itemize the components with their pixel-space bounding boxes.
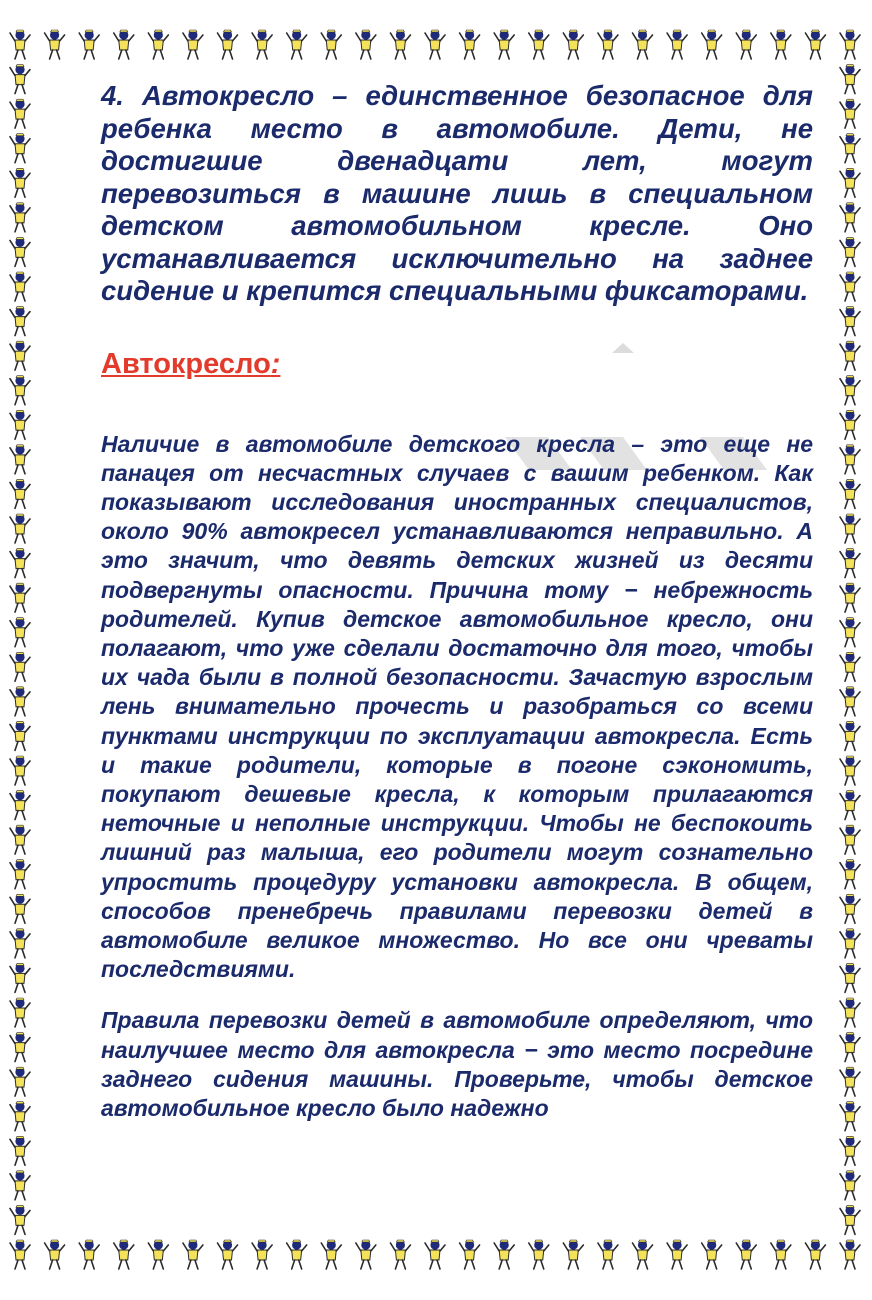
paragraph-main: Наличие в автомобиле детского кресла – это еще не панацея от несчастных случаев с вашим ребенком. Как показывают исследования иностранных специалистов, около 90% автокресел устанавливаются неправильно. А это значит, что девять детских жизней из десяти подвергнуты опасности. Причина тому − небрежность родителей. Купив детское автомобильное кресло, они полагают, что уже сделали достаточно для того, чтобы их чада были в полной безопасности. Зачастую взрослым лень внимательно прочесть и разобраться со всеми пунктами инструкции по эксплуатации автокресла. Есть и такие родители, которые в погоне сэкономить, покупают дешевые кресла, к которым прилагаются неточные и неполные инструкции. Чтобы не беспокоить лишний раз малыша, его родители могут сознательно упростить процедуру установки автокресла. В общем, способов пренебречь правилами перевозки детей в автомобиле великое множество. Но все они чреваты последствиями. bbox=[101, 430, 813, 983]
paragraph-intro: 4. Автокресло – единственное безопасное для ребенка место в автомобиле. Дети, не достигшие двенадцати лет, могут перевозиться в машине лишь в специальном детском автомобильном кресле. Оно устанавливается исключительно на заднее сидение и крепится специальными фиксаторами. bbox=[101, 80, 813, 306]
section-heading bbox=[101, 348, 813, 381]
paragraph-rules: Правила перевозки детей в автомобиле определяют, что наилучшее место для автокресла − это место посредине заднего сидения машины. Проверьте, чтобы детское автомобильное кресло было надежно bbox=[101, 1007, 813, 1121]
page-content bbox=[101, 80, 813, 1123]
heading-colon: : bbox=[270, 347, 281, 380]
heading-text: Автокресло bbox=[101, 347, 271, 380]
